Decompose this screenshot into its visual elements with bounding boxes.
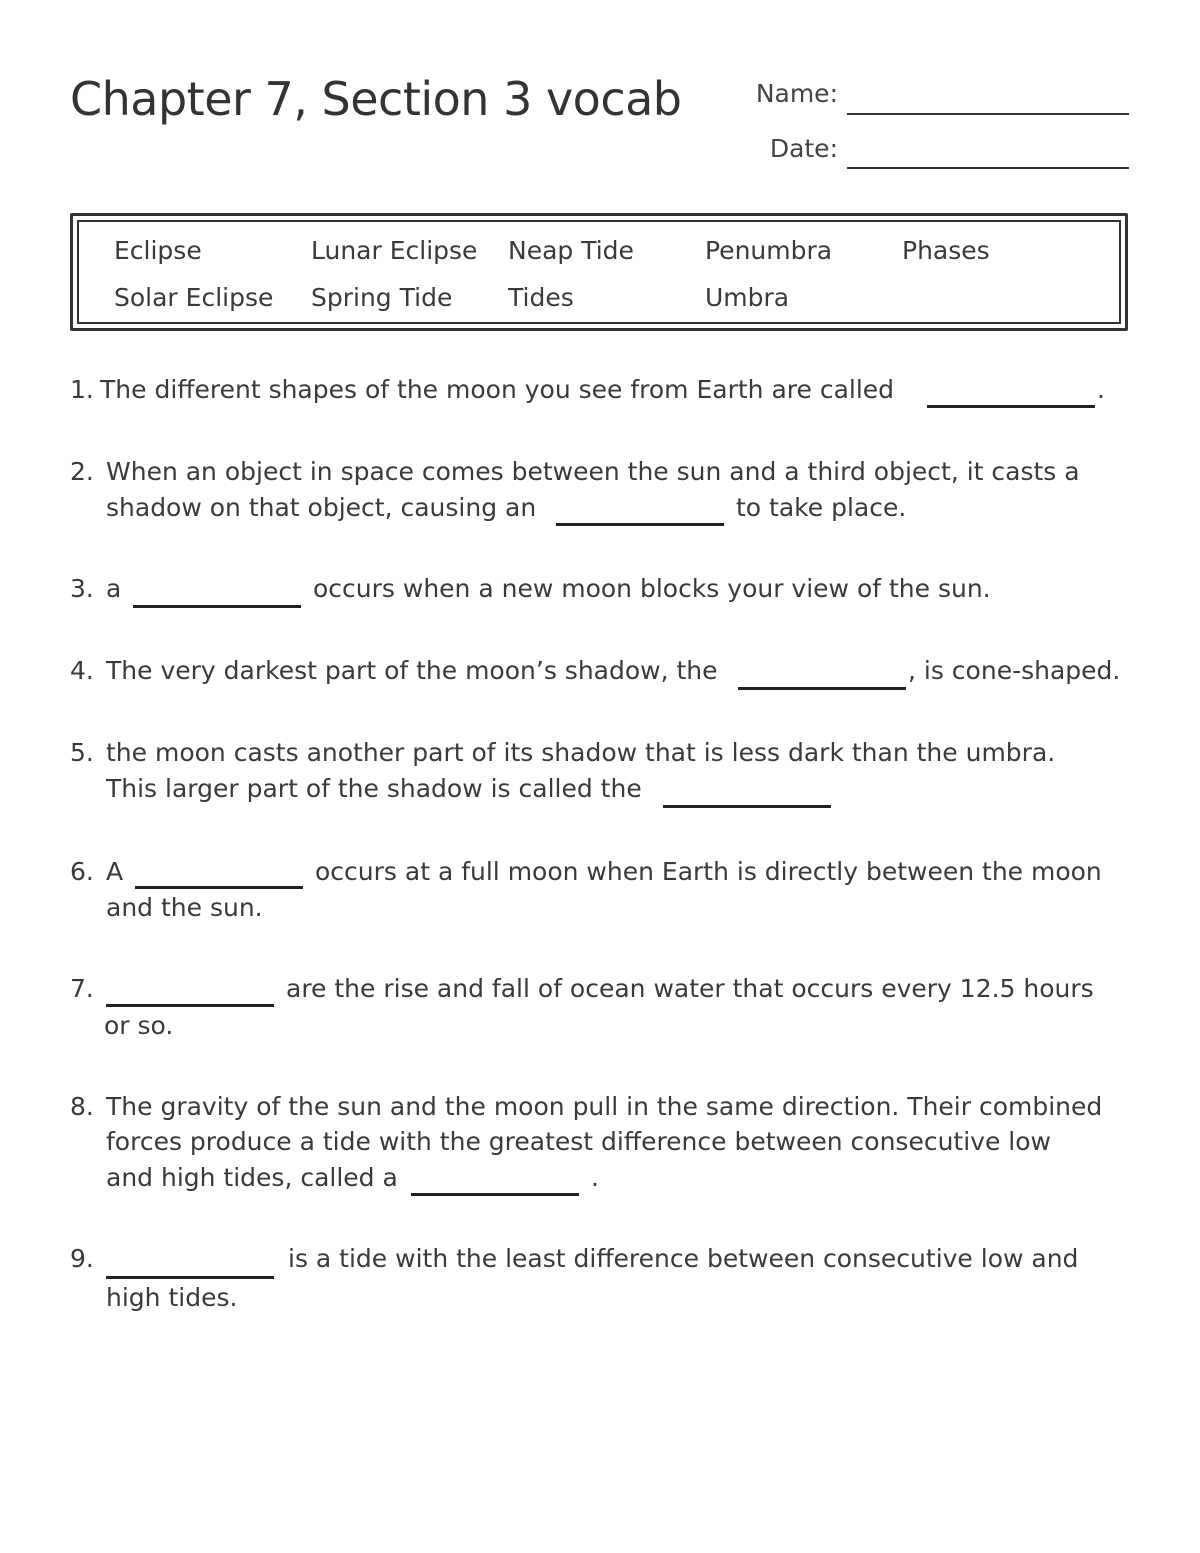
question-text: or so.: [104, 1011, 174, 1040]
question-text: When an object in space comes between the sun and a third object, it casts a: [106, 457, 1080, 486]
word-bank-item: Solar Eclipse: [114, 283, 274, 312]
question-text: to take place.: [736, 493, 907, 522]
question-number: 3.: [70, 574, 94, 603]
answer-blank[interactable]: [106, 984, 274, 1007]
question-text: and high tides, called a: [106, 1163, 398, 1192]
question-text: The different shapes of the moon you see from Earth are called: [100, 375, 895, 404]
question-number: 5.: [70, 738, 94, 767]
word-bank-item: Lunar Eclipse: [311, 236, 478, 265]
word-bank-item: Neap Tide: [508, 236, 634, 265]
word-bank-item: Phases: [902, 236, 990, 265]
answer-blank[interactable]: [738, 667, 906, 690]
question-text: forces produce a tide with the greatest difference between consecutive low: [106, 1127, 1051, 1156]
question-text: .: [1097, 375, 1105, 404]
date-label: Date:: [769, 134, 838, 163]
question-number: 2.: [70, 457, 94, 486]
answer-blank[interactable]: [927, 385, 1095, 408]
question-text: .: [591, 1163, 599, 1192]
question-text: occurs when a new moon blocks your view of the sun.: [313, 574, 991, 603]
question-text: A: [106, 857, 124, 886]
question-text: and the sun.: [106, 893, 263, 922]
question-text: high tides.: [106, 1283, 238, 1312]
date-field[interactable]: [847, 167, 1129, 169]
word-bank-item: Umbra: [705, 283, 790, 312]
question-number: 1.: [70, 375, 94, 404]
word-bank-item: Tides: [508, 283, 574, 312]
question-number: 7.: [70, 974, 94, 1003]
question-text: The very darkest part of the moon’s shadow, the: [106, 656, 718, 685]
answer-blank[interactable]: [411, 1173, 579, 1196]
name-label: Name:: [755, 79, 838, 108]
word-bank-item: Eclipse: [114, 236, 202, 265]
question-number: 9.: [70, 1244, 94, 1273]
answer-blank[interactable]: [133, 585, 301, 608]
answer-blank[interactable]: [556, 503, 724, 526]
word-bank: [70, 213, 1128, 331]
question-text: The gravity of the sun and the moon pull in the same direction. Their combined: [106, 1092, 1103, 1121]
question-text: This larger part of the shadow is called the: [106, 774, 642, 803]
page-title: Chapter 7, Section 3 vocab: [70, 72, 682, 126]
question-text: shadow on that object, causing an: [106, 493, 537, 522]
question-text: , is cone-shaped.: [908, 656, 1121, 685]
question-text: is a tide with the least difference between consecutive low and: [288, 1244, 1079, 1273]
word-bank-item: Penumbra: [705, 236, 833, 265]
question-text: are the rise and fall of ocean water that occurs every 12.5 hours: [286, 974, 1094, 1003]
word-bank-item: Spring Tide: [311, 283, 453, 312]
answer-blank[interactable]: [135, 866, 303, 889]
question-number: 6.: [70, 857, 94, 886]
name-field[interactable]: [847, 113, 1129, 115]
question-text: occurs at a full moon when Earth is directly between the moon: [315, 857, 1102, 886]
answer-blank[interactable]: [663, 785, 831, 808]
question-number: 8.: [70, 1092, 94, 1121]
question-text: the moon casts another part of its shadow that is less dark than the umbra.: [106, 738, 1056, 767]
question-text: a: [106, 574, 122, 603]
question-number: 4.: [70, 656, 94, 685]
answer-blank[interactable]: [106, 1256, 274, 1279]
